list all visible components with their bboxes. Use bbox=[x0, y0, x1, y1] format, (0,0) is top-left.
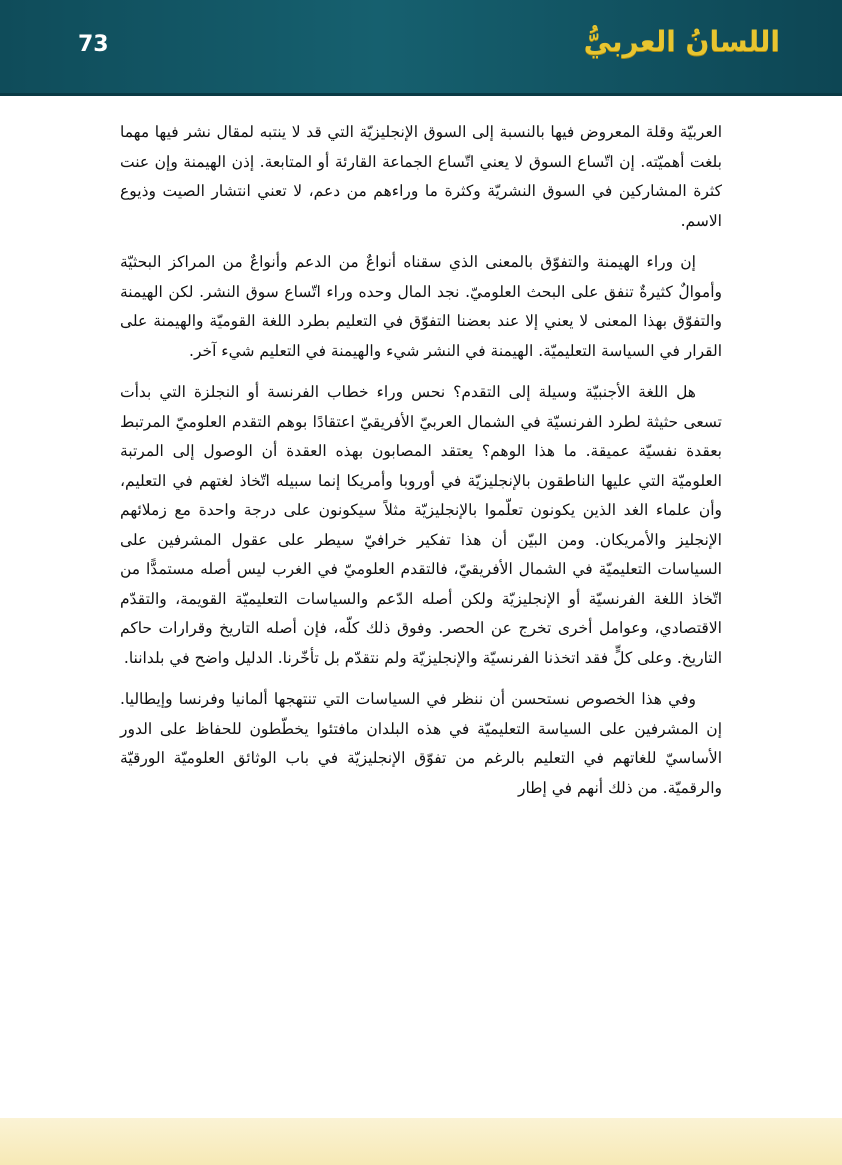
paragraph: العربيّة وقلة المعروض فيها بالنسبة إلى السوق الإنجليزيّة التي قد لا ينتبه لمقال نشر فيها مهما بلغت أهميّته. إن اتّساع السوق لا يعني اتّساع الجماعة القارئة أو المتابعة. إذن الهيمنة وإن عنت كثرة المشاركين في السوق النشريّة وكثرة ما وراءهم من دعم، لا تعني انتشار الصيت وذيوع الاسم. bbox=[120, 123, 722, 230]
page-number: 73 bbox=[78, 32, 109, 57]
page-header bbox=[0, 0, 842, 96]
page-footer-band bbox=[0, 1118, 842, 1165]
magazine-logo: اللسانُ العربيُّ bbox=[583, 25, 780, 58]
article-body bbox=[120, 118, 722, 815]
paragraph: هل اللغة الأجنبيّة وسيلة إلى التقدم؟ نحس وراء خطاب الفرنسة أو النجلزة التي بدأت تسعى حثيثة لطرد الفرنسيّة في الشمال العربيّ الأفريقيّ اعتقادًا بوهم التقدم العلوميّ المرتبط بعقدة نفسيّة عميقة. ما هذا الوهم؟ يعتقد المصابون بهذه العقدة أن الوصول إلى المرتبة العلوميّة التي عليها الناطقون بالإنجليزيّة في أوروبا وأمريكا إنما سبيله اتّخاذ لغتهم في التعليم، وأن علماء الغد الذين يكونون تعلّموا بالإنجليزيّة مثلاً سيكونون على درجة واحدة مع زملائهم الإنجليز والأمريكان. ومن البيّن أن هذا تفكير خرافيّ سيطر على عقول المشرفين على السياسات التعليميّة في الشمال الأفريقيّ، فالتقدم العلوميّ في الغرب ليس أصله مستمدًّا من اتّخاذ اللغة الفرنسيّة أو الإنجليزيّة ولكن أصله الدّعم والسياسات التعليميّة القويمة، والتقدّم الاقتصادي، وعوامل أخرى تخرج عن الحصر. وفوق ذلك كلّه، فإن أصله التاريخ وقرارات حاكم التاريخ. وعلى كلٍّ فقد اتخذنا الفرنسيّة والإنجليزيّة ولم نتقدّم بل تأخّرنا. الدليل واضح في بلداننا. bbox=[120, 383, 722, 667]
paragraph: وفي هذا الخصوص نستحسن أن ننظر في السياسات التي تنتهجها ألمانيا وفرنسا وإيطاليا. إن المشرفين على السياسة التعليميّة في هذه البلدان مافتئوا يخطّطون للحفاظ على الدور الأساسيّ للغاتهم في التعليم بالرغم من تفوّق الإنجليزيّة في باب الوثائق العلوميّة الورقيّة والرقميّة. من ذلك أنهم في إطار bbox=[120, 690, 722, 797]
paragraph: إن وراء الهيمنة والتفوّق بالمعنى الذي سقناه أنواعٌ من الدعم وأنواعٌ من المراكز البحثيّة وأموالٌ كثيرةٌ تنفق على البحث العلوميّ. نجد المال وحده وراء اتّساع سوق النشر. لكن الهيمنة والتفوّق بهذا المعنى لا يعني إلا عند بعضنا التفوّق في التعليم بطرد اللغة القوميّة والهيمنة على القرار في السياسة التعليميّة. الهيمنة في النشر شيء والهيمنة في التعليم شيء آخر. bbox=[120, 253, 722, 360]
